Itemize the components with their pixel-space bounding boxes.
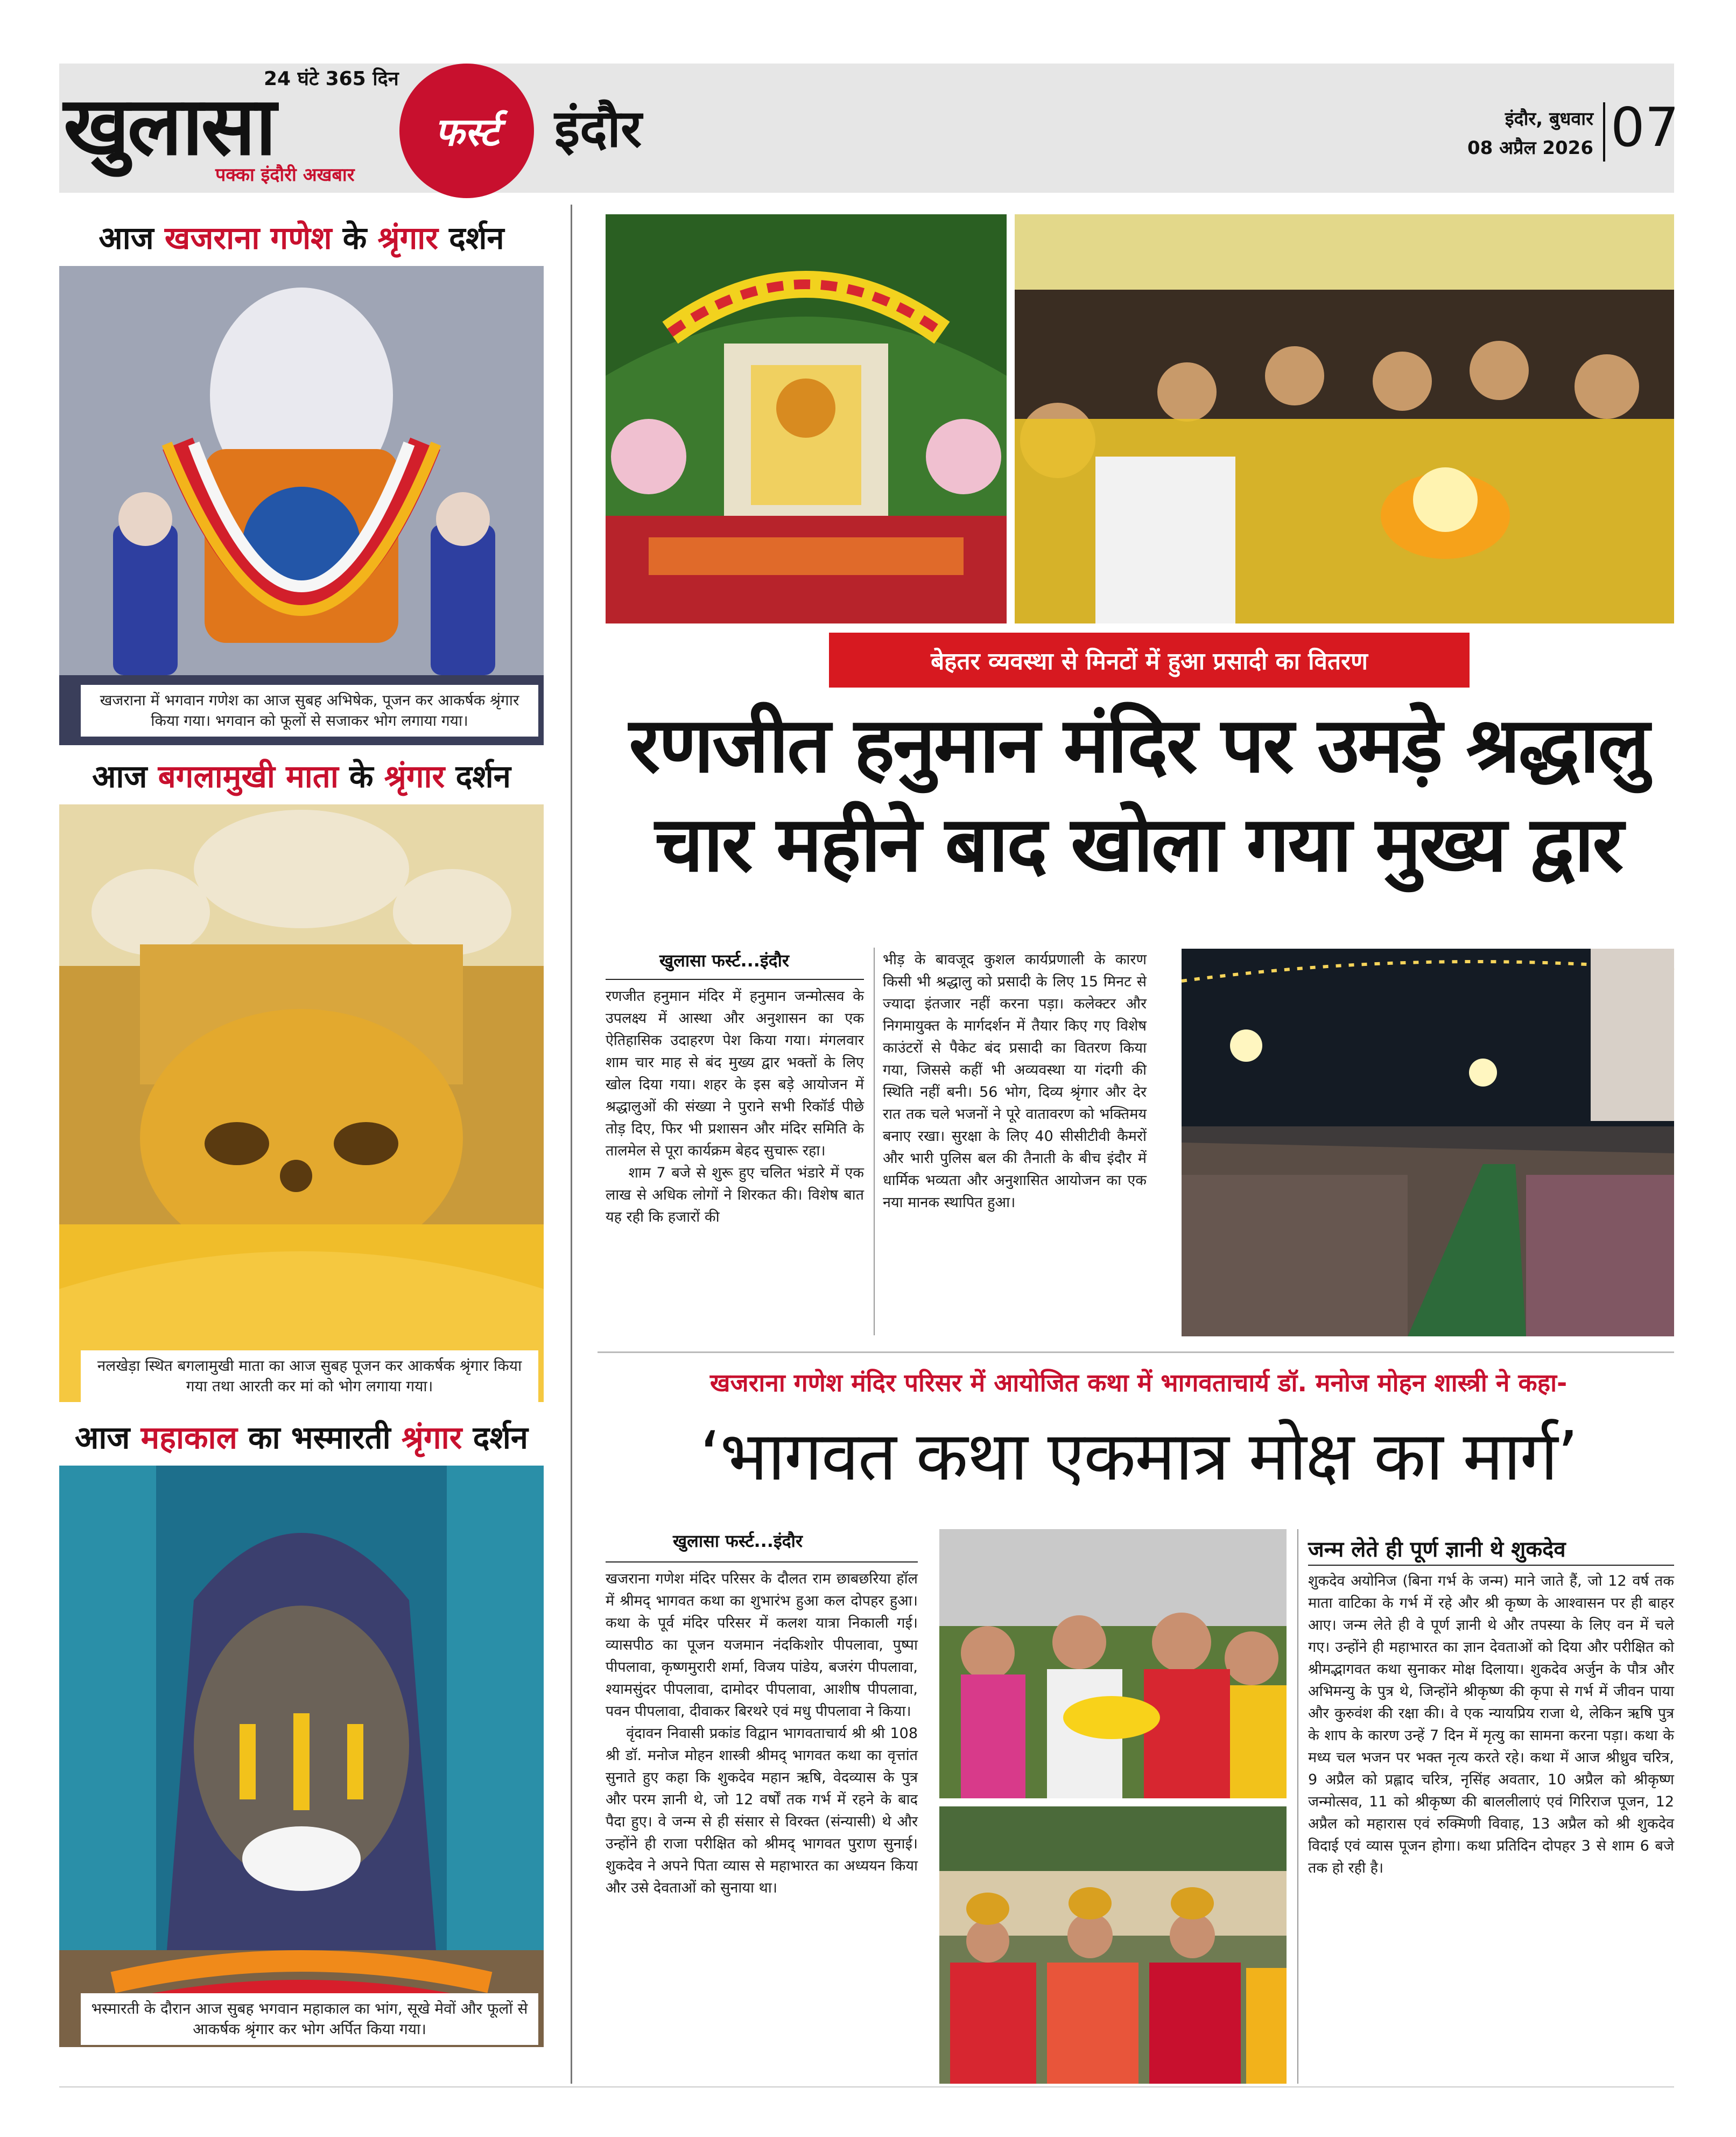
photo-baglamukhi-art bbox=[59, 804, 544, 1402]
photo-khajrana-ganesh bbox=[59, 266, 544, 745]
story2-byline: खुलासा फर्स्ट...इंदौर bbox=[673, 1531, 803, 1551]
story1-kicker: बेहतर व्यवस्था से मिनटों में हुआ प्रसादी का वितरण bbox=[931, 648, 1368, 675]
photo-kalash-yatra bbox=[939, 1806, 1287, 2084]
box-text: शुकदेव अयोनिज (बिना गर्भ के जन्म) माने जाते हैं, जो 12 वर्ष तक माता वाटिका के गर्भ में रहे और श्री कृष्ण के आश्वासन पर ही बाहर आए। जन्म लेते ही वे पूर्ण ज्ञानी थे और तपस्या के लिए वन में चले गए। उन्होंने ही महाभारत का ज्ञान देवताओं को दिया और परीक्षित को श्रीमद्भागवत कथा सुनाकर मोक्ष दिलाया। शुकदेव अर्जुन के पौत्र और अभिमन्यु के पुत्र थे, जिन्होंने श्रीकृष्ण की कृपा से गर्भ में जीवन पाया और कुरुवंश की रक्षा की। वे एक न्यायप्रिय राजा थे, लेकिन ऋषि पुत्र के शाप के कारण उन्हें 7 दिन में मृत्यु का सामना करना पड़ा। कथा के मध्य चल भजन पर भक्त नृत्य करते रहे। कथा में आज श्रीध्रुव चरित्र, 9 अप्रैल को प्रह्लाद चरित्र, नृसिंह अवतार, 10 अप्रैल को श्रीकृष्ण जन्मोत्सव, 11 को श्रीकृष्ण की बाललीलाएं एवं गिरिराज पूजन, 12 अप्रैल को महारास एवं रुक्मिणी विवाह, 13 अप्रैल को श्री शुकदेव विदाई एवं व्यास पूजन होगा। कथा प्रतिदिन दोपहर 3 से शाम 6 बजे तक हो रही है। bbox=[1308, 1573, 1679, 1876]
caption-mahakal: भस्मारती के दौरान आज सुबह भगवान महाकाल का भांग, सूखे मेवों और फूलों से आकर्षक श्रृंगार कर भोग अर्पित किया गया। bbox=[81, 1993, 538, 2045]
photo-ranjit-aarti bbox=[1015, 214, 1674, 623]
masthead-city: इंदौर bbox=[554, 99, 642, 159]
story1-column-2: भीड़ के बावजूद कुशल कार्यप्रणाली के कारण किसी भी श्रद्धालु को प्रसादी के लिए 15 मिनट से ज्यादा इंतजार नहीं करना पड़ा। कलेक्टर और निगमायुक्त के मार्गदर्शन में तैयार किए गए विशेष काउंटरों से पैकेट बंद प्रसादी का वितरण किया गया, जिससे कहीं भी अव्यवस्था या गंदगी की स्थिति नहीं बनी। 56 भोग, दिव्य श्रृंगार और देर रात तक चले भजनों ने पूरे वातावरण को भक्तिमय बनाए रखा। सुरक्षा के लिए 40 सीसीटीवी कैमरों और भारी पुलिस बल की तैनाती के बीच इंदौर में धार्मिक भव्यता और अनुशासित आयोजन का एक नया मानक स्थापित हुआ। bbox=[883, 951, 1151, 1211]
story2-byline-rule bbox=[606, 1561, 918, 1563]
story1-headline-line1: रणजीत हनुमान मंदिर पर उमड़े श्रद्धालु bbox=[629, 701, 1648, 790]
story1-byline-rule bbox=[606, 979, 864, 980]
page-bottom-rule bbox=[59, 2086, 1674, 2087]
masthead-tagline: 24 घंटे 365 दिन bbox=[264, 68, 399, 90]
photo-kalash-yatra-art bbox=[939, 1806, 1287, 2084]
photo-ranjit-hanuman-shringar bbox=[606, 214, 1007, 623]
photo-ranjit-shringar-art bbox=[606, 214, 1007, 623]
masthead-dateline: इंदौर, बुधवार bbox=[1505, 108, 1593, 130]
masthead-divider bbox=[1603, 102, 1605, 162]
photo-ranjit-crowd bbox=[1182, 949, 1674, 1336]
sidebar-head-khajrana: आज खजराना गणेश के श्रृंगार दर्शन bbox=[99, 220, 504, 256]
logo-badge-text: फर्स्ट bbox=[434, 109, 499, 155]
photo-baglamukhi bbox=[59, 804, 544, 1402]
sidebar-head-mahakal: आज महाकाल का भस्मारती श्रृंगार दर्शन bbox=[74, 1419, 528, 1456]
story1-column-1: रणजीत हनुमान मंदिर में हनुमान जन्मोत्सव के उपलक्ष्य में आस्था और अनुशासन का एक ऐतिहासिक उदाहरण पेश किया गया। मंगलवार शाम चार माह से बंद मुख्य द्वार भक्तों के लिए खोल दिया गया। शहर के इस बड़े आयोजन में श्रद्धालुओं की संख्या ने पुराने सभी रिकॉर्ड पीछे तोड़ दिए, फिर भी प्रशासन और मंदिर समिति के तालमेल से पूरा कार्यक्रम बेहद सुचारू रहा। शाम 7 बजे से शुरू हुए चलित भंडारे में एक लाख से अधिक लोगों ने शिरकत की। विशेष बात यह रही कि हजारों की bbox=[606, 988, 864, 1225]
story1-column-divider bbox=[874, 948, 875, 1335]
photo-khajrana-ganesh-art bbox=[59, 266, 544, 745]
sidebar-divider bbox=[571, 205, 572, 2084]
photo-bhagwat-katha-stage bbox=[939, 1529, 1287, 1798]
story1-kicker-band bbox=[829, 633, 1470, 688]
story2-kicker: खजराना गणेश मंदिर परिसर में आयोजित कथा में भागवताचार्य डॉ. मनोज मोहन शास्त्री ने कहा- bbox=[709, 1368, 1568, 1397]
box-divider bbox=[1297, 1529, 1298, 2084]
photo-mahakal bbox=[59, 1466, 544, 2047]
photo-ranjit-aarti-art bbox=[1015, 214, 1674, 623]
box-title: जन्म लेते ही पूर्ण ज्ञानी थे शुकदेव bbox=[1308, 1537, 1566, 1562]
story2-column-1: खजराना गणेश मंदिर परिसर के दौलत राम छाबछरिया हॉल में श्रीमद् भागवत कथा का शुभारंभ हुआ कल दोपहर हुआ। कथा के पूर्व मंदिर परिसर में कलश यात्रा निकाली गई। व्यासपीठ का पूजन यजमान नंदकिशोर पीपलावा, पुष्पा पीपलावा, कृष्णमुरारी शर्मा, विजय पांडेय, बजरंग पीपलावा, श्यामसुंदर पीपलावा, दामोदर पीपलावा, आशीष पीपलावा, पवन पीपलावा, दीवाकर बिरथरे एवं मधु पीपलावा ने किया। वृंदावन निवासी प्रकांड विद्वान भागवताचार्य श्री श्री 108 श्री डॉ. मनोज मोहन शास्त्री श्रीमद् भागवत कथा का वृत्तांत सुनाते हुए कहा कि शुकदेव महान ऋषि, वेदव्यास के पुत्र और परम ज्ञानी थे, जो 12 वर्षों तक गर्भ में रहने के बाद पैदा हुए। वे जन्म से ही संसार से विरक्त (संन्यासी) थे और उन्होंने ही राजा परीक्षित को श्रीमद् भागवत पुराण सुनाई। शुकदेव ने अपने पिता व्यास से महाभारत का अध्ययन किया और उसे देवताओं को सुनाया था। bbox=[606, 1571, 918, 1896]
story-separator bbox=[598, 1351, 1674, 1353]
masthead-logo: खुलासा bbox=[64, 80, 275, 173]
caption-baglamukhi: नलखेड़ा स्थित बगलामुखी माता का आज सुबह पूजन कर आकर्षक श्रृंगार किया गया तथा आरती कर मां को भोग लगाया गया। bbox=[81, 1350, 538, 1402]
photo-katha-stage-art bbox=[939, 1529, 1287, 1798]
masthead-subtagline: पक्का इंदौरी अखबार bbox=[215, 164, 355, 186]
photo-ranjit-crowd-art bbox=[1182, 949, 1674, 1336]
masthead-date: 08 अप्रैल 2026 bbox=[1467, 137, 1593, 159]
caption-khajrana: खजराना में भगवान गणेश का आज सुबह अभिषेक, पूजन कर आकर्षक श्रृंगार किया गया। भगवान को फूलों से सजाकर भोग लगाया गया। bbox=[81, 685, 538, 737]
photo-mahakal-art bbox=[59, 1466, 544, 2047]
logo-badge bbox=[399, 64, 534, 198]
page-number: 07 bbox=[1611, 96, 1679, 159]
sidebar-head-baglamukhi: आज बगलामुखी माता के श्रृंगार दर्शन bbox=[92, 758, 511, 795]
story1-headline-line2: चार महीने बाद खोला गया मुख्य द्वार bbox=[655, 800, 1622, 889]
box-title-rule bbox=[1308, 1565, 1674, 1566]
story2-headline: ‘भागवत कथा एकमात्र मोक्ष का मार्ग’ bbox=[699, 1417, 1578, 1496]
story1-byline: खुलासा फर्स्ट...इंदौर bbox=[659, 950, 790, 971]
